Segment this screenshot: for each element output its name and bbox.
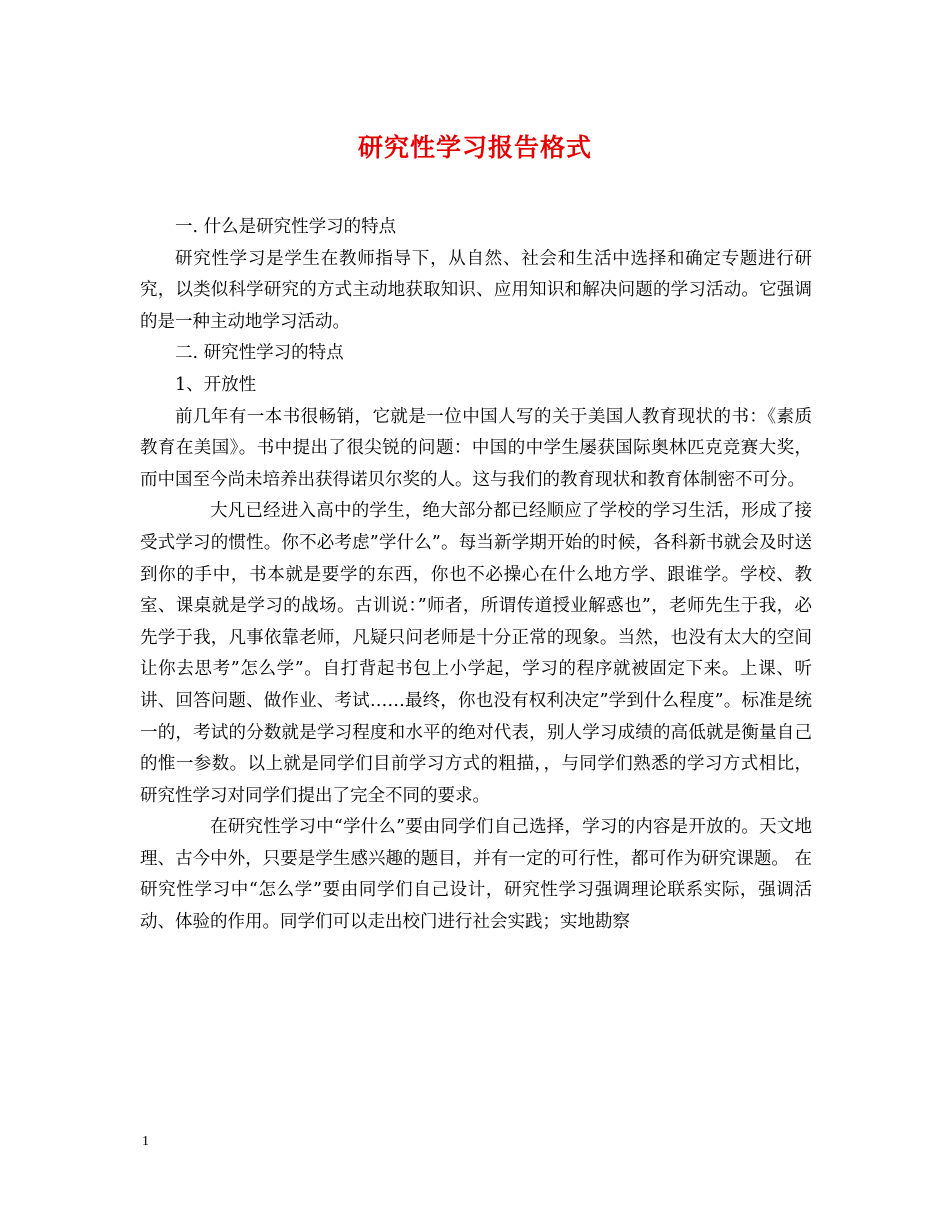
- paragraph-habits: 大凡已经进入高中的学生，绝大部分都已经顺应了学校的学习生活，形成了接受式学习的惯性。你不必考虑”学什么”。每当新学期开始的时候，各科新书就会及时送到你的手中，书本就是要学的东西，你也不必操心在什么地方学、跟谁学。学校、教室、课桌就是学习的战场。古训说：”师者，所谓传道授业解惑也”，老师先生于我，必先学于我，凡事依靠老师，凡疑只问老师是十分正常的现象。当然，也没有太大的空间让你去思考”怎么学”。自打背起书包上小学起，学习的程序就被固定下来。上课、听讲、回答问题、做作业、考试……最终，你也没有权利决定”学到什么程度”。标准是统一的，考试的分数就是学习程度和水平的绝对代表，别人学习成绩的高低就是衡量自己的惟一参数。以上就是同学们目前学习方式的粗描，，与同学们熟悉的学习方式相比，研究性学习对同学们提出了完全不同的要求。: [140, 501, 812, 806]
- paragraph-book: 前几年有一本书很畅销，它就是一位中国人写的关于美国人教育现状的书：《素质教育在美国》。书中提出了很尖锐的问题：中国的中学生屡获国际奥林匹克竞赛大奖，而中国至今尚未培养出获得诺贝尔奖的人。这与我们的教育现状和教育体制密不可分。: [140, 406, 812, 490]
- section-heading-1: 一. 什么是研究性学习的特点: [175, 217, 397, 237]
- paragraph-research-learning: 在研究性学习中“学什么”要由同学们自己选择，学习的内容是开放的。天文地理、古今中外，只要是学生感兴趣的题目，并有一定的可行性，都可作为研究课题。 在研究性学习中“怎么学”要由同学们自己设计，研究性学习强调理论联系实际，强调活动、体验的作用。同学们可以走出校门进行社会实践；实地勘察: [140, 817, 812, 933]
- page-number: 1: [142, 1134, 149, 1149]
- section-heading-2: 二. 研究性学习的特点: [175, 343, 344, 364]
- document-body: [140, 212, 812, 939]
- document-title: 研究性学习报告格式: [357, 133, 592, 162]
- subsection-heading-openness: 1、开放性: [175, 374, 257, 395]
- paragraph-definition: 研究性学习是学生在教师指导下，从自然、社会和生活中选择和确定专题进行研究，以类似科学研究的方式主动地获取知识、应用知识和解决问题的学习活动。它强调的是一种主动地学习活动。: [140, 248, 812, 332]
